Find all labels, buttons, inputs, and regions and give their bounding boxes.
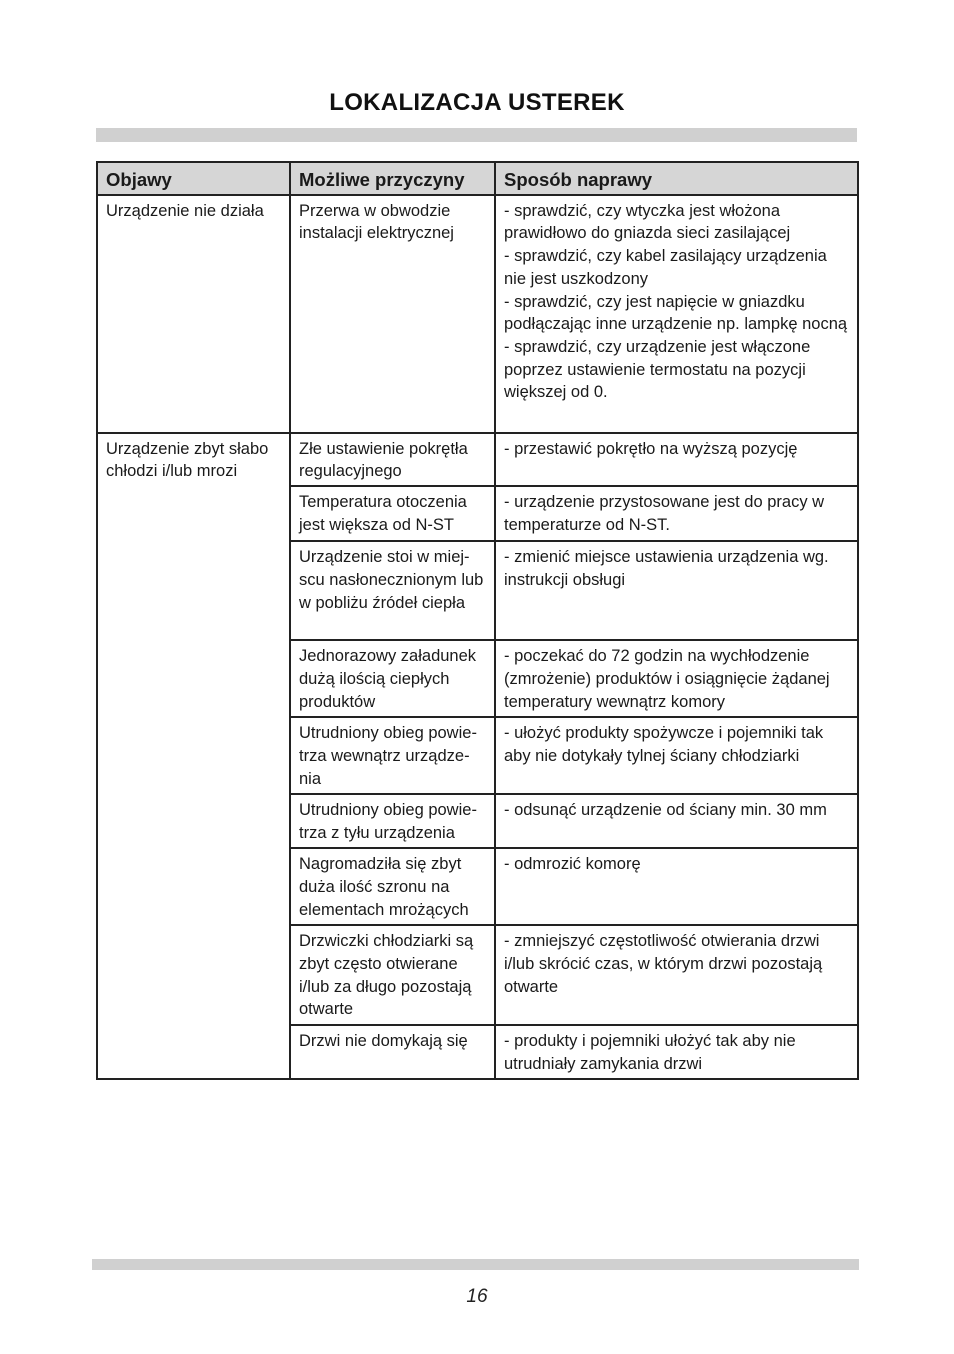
table-row <box>97 195 858 433</box>
remedy-cell: - produkty i pojemniki ułożyć tak aby nie utrudniały zamykania drzwi <box>495 1025 858 1079</box>
cause-cell: Drzwi nie domykają się <box>290 1025 495 1079</box>
cause-cell: Jednorazowy załadunek dużą ilością ciepłych produktów <box>290 640 495 717</box>
remedy-cell: - odsunąć urządzenie od ściany min. 30 mm <box>495 794 858 848</box>
remedy-cell: - odmrozić komorę <box>495 848 858 925</box>
cause-cell: Złe ustawienie pokrętła regulacyjnego <box>290 433 495 486</box>
cause-cell: Temperatura otoczenia jest większa od N-ST <box>290 486 495 541</box>
footer-divider <box>92 1259 859 1270</box>
cause-cell: Przerwa w obwodzie instalacji elektrycznej <box>290 195 495 433</box>
header-symptoms: Objawy <box>97 162 290 195</box>
troubleshooting-table <box>96 161 859 1080</box>
cause-cell: Nagromadziła się zbyt duża ilość szronu na elementach mrożących <box>290 848 495 925</box>
table-header-row <box>97 162 858 195</box>
remedy-cell: - przestawić pokrętło na wyższą pozycję <box>495 433 858 486</box>
symptom-cell: Urządzenie zbyt słabo chłodzi i/lub mrozi <box>97 433 290 1079</box>
remedy-cell: - sprawdzić, czy wtyczka jest włożona prawidłowo do gniazda sieci zasilającej - sprawdzić, czy kabel zasilający urządzenia nie jest uszkodzony - sprawdzić, czy jest napięcie w gniazdku podłączając inne urządzenie np. lampkę nocną - sprawdzić, czy urządzenie jest włączone poprzez ustawienie termostatu na pozycji większej od 0. <box>495 195 858 433</box>
cause-cell: Drzwiczki chłodziarki są zbyt często otwierane i/lub za długo pozostają otwarte <box>290 925 495 1025</box>
remedy-cell: - zmienić miejsce ustawienia urządzenia wg. instrukcji obsługi <box>495 541 858 640</box>
page-title: LOKALIZACJA USTEREK <box>329 89 625 116</box>
header-remedy: Sposób naprawy <box>495 162 858 195</box>
remedy-cell: - urządzenie przystosowane jest do pracy w temperaturze od N-ST. <box>495 486 858 541</box>
symptom-cell: Urządzenie nie działa <box>97 195 290 433</box>
cause-cell: Urządzenie stoi w miej-scu nasłonecznionym lub w pobliżu źródeł ciepła <box>290 541 495 640</box>
table-row <box>97 433 858 486</box>
page-number: 16 <box>466 1286 488 1307</box>
header-divider <box>96 128 857 142</box>
cause-cell: Utrudniony obieg powie-trza z tyłu urządzenia <box>290 794 495 848</box>
remedy-cell: - zmniejszyć częstotliwość otwierania drzwi i/lub skrócić czas, w którym drzwi pozostają otwarte <box>495 925 858 1025</box>
cause-cell: Utrudniony obieg powie-trza wewnątrz urządze-nia <box>290 717 495 794</box>
remedy-cell: - ułożyć produkty spożywcze i pojemniki tak aby nie dotykały tylnej ściany chłodziarki <box>495 717 858 794</box>
header-causes: Możliwe przyczyny <box>290 162 495 195</box>
remedy-cell: - poczekać do 72 godzin na wychłodzenie (zmrożenie) produktów i osiągnięcie żądanej temperatury wewnątrz komory <box>495 640 858 717</box>
